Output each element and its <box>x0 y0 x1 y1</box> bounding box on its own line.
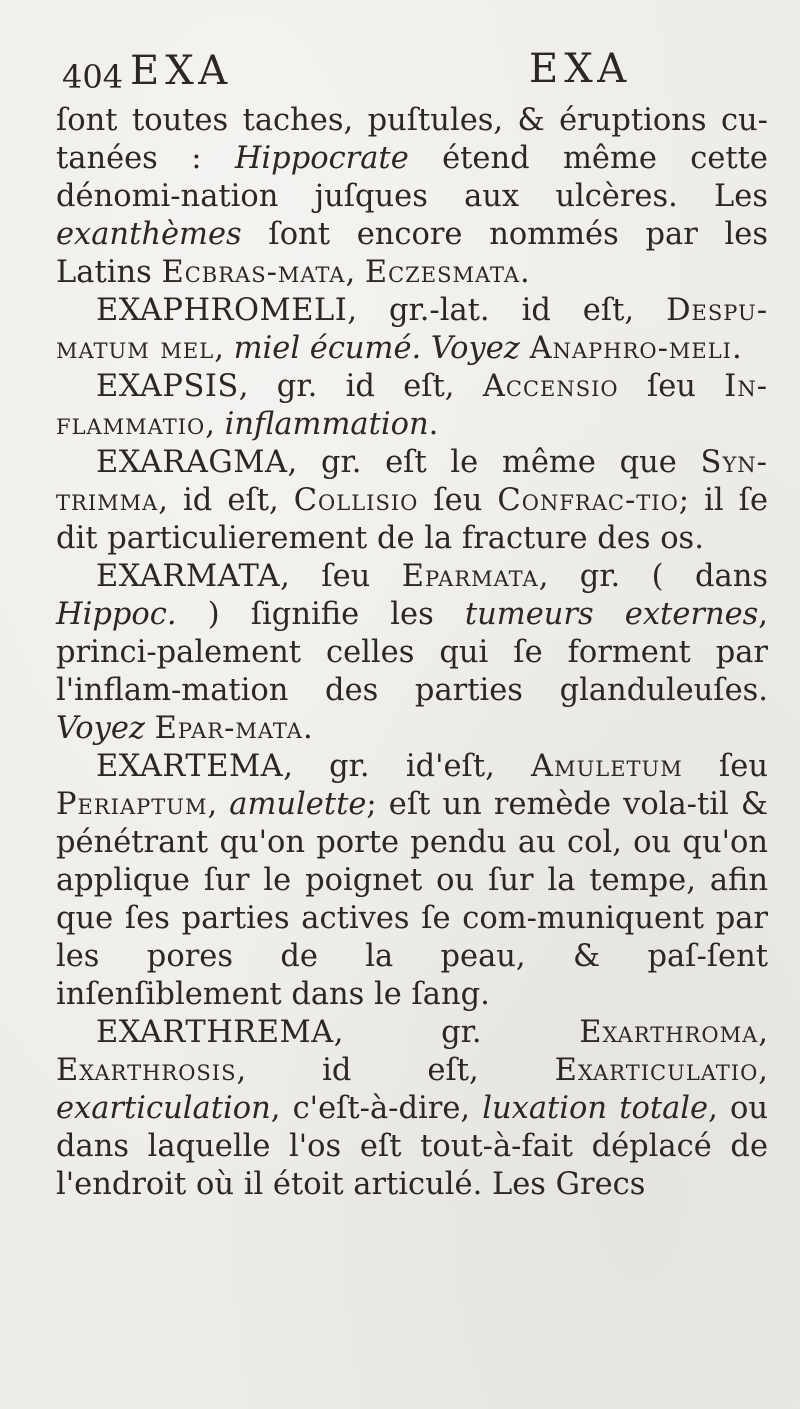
text: , <box>758 1053 768 1088</box>
entry-continuation <box>56 102 768 292</box>
text: , ſeu <box>280 559 402 594</box>
text: , <box>214 331 234 366</box>
text: ſont encore nommés par les Latins <box>56 217 768 290</box>
text: ; eſt un remède vola-til & pénétrant qu'on porte pendu au col, ou qu'on applique ſur le poignet ou ſur la tempe, afin que ſes parties actives ſe com-muniquent par les pores de la peau, & paſ-ſent inſenſiblement dans le ſang. <box>56 787 769 1012</box>
text: , <box>205 407 225 442</box>
italic-text: Hippoc. <box>56 597 177 632</box>
text: ſeu <box>618 369 725 404</box>
small-caps-text: Exarthrosis <box>56 1053 237 1088</box>
text: . <box>731 331 742 366</box>
italic-text: tumeurs externes <box>464 597 759 632</box>
small-caps-text: Syn-trimma <box>56 445 768 518</box>
text: . <box>428 407 439 442</box>
small-caps-text: Collisio <box>293 483 419 518</box>
text: , gr. ( dans <box>538 559 768 594</box>
running-head-left: EXA <box>130 48 234 94</box>
body-text <box>56 102 768 1204</box>
entry-exartema <box>56 748 768 1014</box>
text: , <box>758 1015 768 1050</box>
text: ſeu <box>682 749 768 784</box>
italic-text: Voyez <box>56 711 145 746</box>
text: , gr. id eſt, <box>238 369 483 404</box>
text: , ou dans laquelle l'os eſt tout-à-fait déplacé de l'endroit où il étoit articulé. Les Grecs <box>56 1091 768 1202</box>
small-caps-text: Periaptum <box>56 787 208 822</box>
entry-exaragma <box>56 444 768 558</box>
entry-headword: EXARTEMA <box>96 749 284 784</box>
small-caps-text: Despu-matum mel <box>56 293 768 366</box>
small-caps-text: Ecbras-mata <box>161 255 346 290</box>
text: , gr. <box>333 1015 580 1050</box>
text: , gr. eſt le même que <box>287 445 701 480</box>
entry-headword: EXARTHREMA <box>96 1015 334 1050</box>
running-head-right: EXA <box>529 46 633 92</box>
italic-text: luxation totale <box>482 1091 709 1126</box>
small-caps-text: Exarthroma <box>579 1015 759 1050</box>
entry-exarthrema <box>56 1014 768 1204</box>
text: . <box>520 255 530 290</box>
text: étend même cette dénomi-nation juſques aux ulcères. Les <box>56 141 768 214</box>
italic-text: amulette <box>229 787 367 822</box>
entry-headword: EXAPSIS <box>96 369 239 404</box>
small-caps-text: Amuletum <box>531 749 683 784</box>
text: , <box>207 787 230 822</box>
small-caps-text: Confrac-tio <box>497 483 679 518</box>
text: , gr.-lat. id eſt, <box>347 293 667 328</box>
entry-exarmata <box>56 558 768 748</box>
entry-headword: EXAPHROMELI <box>96 293 348 328</box>
text: ſeu <box>418 483 498 518</box>
text: , id eſt, <box>236 1053 555 1088</box>
entry-headword: EXARMATA <box>96 559 281 594</box>
text: , gr. id'eſt, <box>283 749 532 784</box>
small-caps-text: In-flammatio <box>56 369 768 442</box>
text: . <box>302 711 313 746</box>
text: ſont toutes taches, puſtules, & éruptions cu-tanées : <box>56 103 768 176</box>
small-caps-text: Anaphro-meli <box>529 331 732 366</box>
text: ; il ſe dit particulierement de la fracture des os. <box>56 483 769 556</box>
entry-headword: EXARAGMA <box>96 445 288 480</box>
text: , <box>345 255 365 290</box>
text: , princi-palement celles qui ſe forment par l'inflam-mation des parties glanduleuſes. <box>56 597 768 708</box>
small-caps-text: Exarticulatio <box>554 1053 759 1088</box>
small-caps-text: Epar-mata <box>154 711 303 746</box>
text: , id eſt, <box>158 483 294 518</box>
text <box>520 331 530 366</box>
italic-text: Hippocrate <box>234 141 409 176</box>
text: , c'eſt-à-dire, <box>270 1091 483 1126</box>
running-header <box>62 42 702 102</box>
italic-text: exarticulation <box>56 1091 271 1126</box>
entry-exaphromeli <box>56 292 768 368</box>
text <box>145 711 155 746</box>
entry-exapsis <box>56 368 768 444</box>
page-number: 404 <box>62 58 124 96</box>
text: ) ſignifie les <box>176 597 465 632</box>
italic-text: miel écumé. Voyez <box>233 331 520 366</box>
small-caps-text: Eparmata <box>401 559 539 594</box>
small-caps-text: Eczesmata <box>364 255 521 290</box>
small-caps-text: Accensio <box>482 369 619 404</box>
italic-text: exanthèmes <box>56 217 242 252</box>
italic-text: inflammation <box>224 407 429 442</box>
